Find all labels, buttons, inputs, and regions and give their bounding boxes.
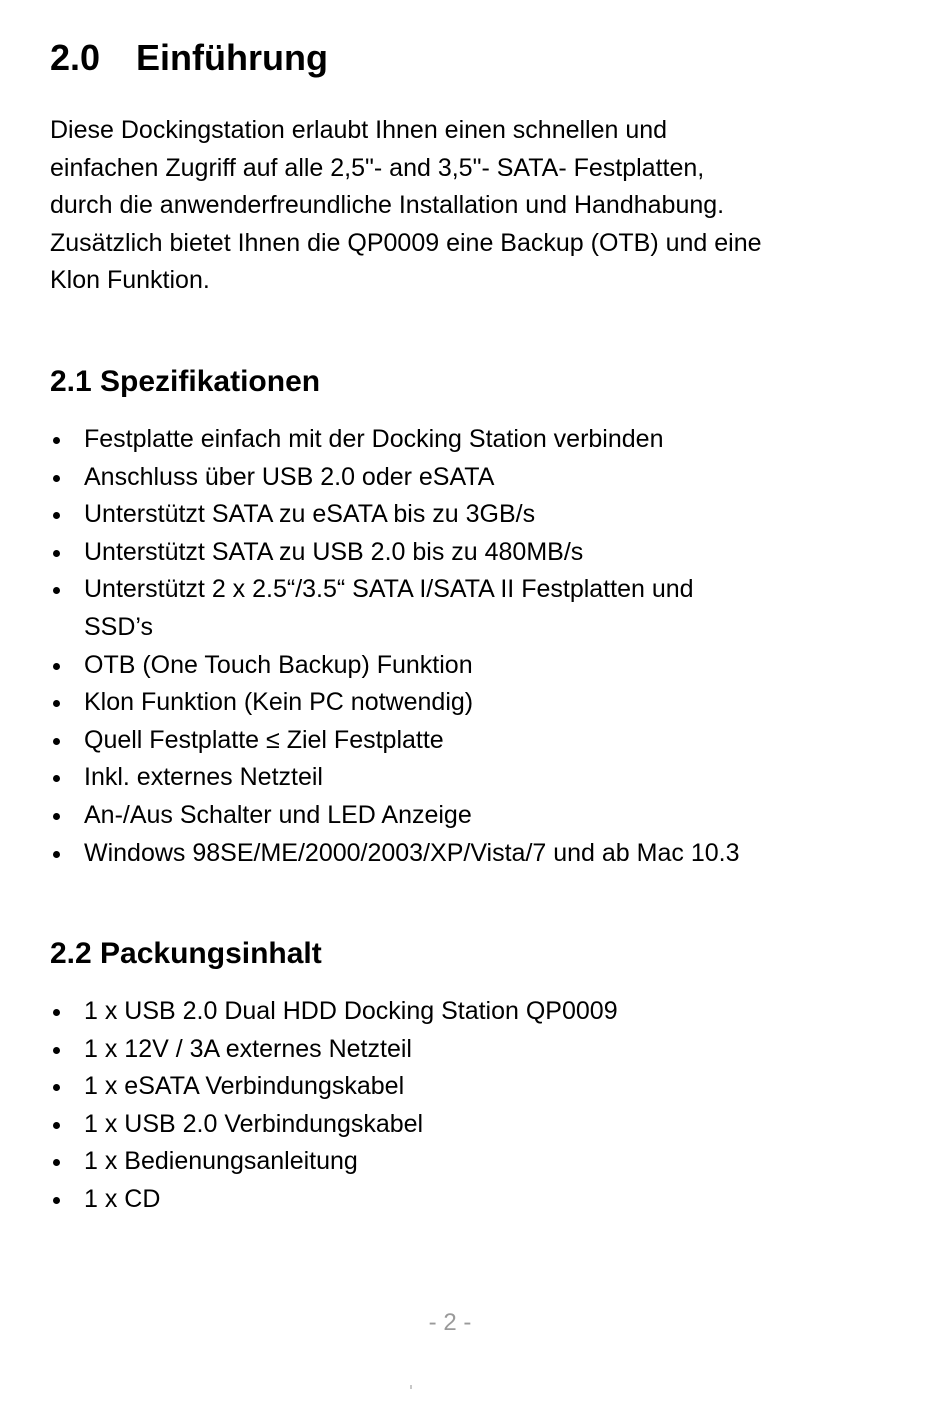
intro-line: einfachen Zugriff auf alle 2,5"- and 3,5"- SATA- Festplatten, bbox=[50, 153, 705, 182]
list-item: 1 x Bedienungsanleitung bbox=[50, 1143, 910, 1181]
section-title-einfuehrung bbox=[50, 36, 328, 80]
scan-speck bbox=[410, 1385, 412, 1389]
subsection-title-packungsinhalt: 2.2 Packungsinhalt bbox=[50, 937, 322, 970]
bullet-dot-icon bbox=[53, 813, 60, 820]
bullet-dot-icon bbox=[53, 775, 60, 782]
list-item: Unterstützt SATA zu eSATA bis zu 3GB/s bbox=[50, 496, 910, 534]
list-item: Unterstützt SATA zu USB 2.0 bis zu 480MB/s bbox=[50, 534, 910, 572]
intro-line: Klon Funktion. bbox=[50, 266, 210, 295]
page-number: - 2 - bbox=[428, 1309, 472, 1336]
bullet-dot-icon bbox=[53, 1084, 60, 1091]
bullet-dot-icon bbox=[53, 663, 60, 670]
section-title-text: Einführung bbox=[136, 37, 328, 78]
bullet-dot-icon bbox=[53, 1159, 60, 1166]
spec-list bbox=[50, 421, 910, 872]
bullet-dot-icon bbox=[53, 700, 60, 707]
intro-paragraph bbox=[50, 112, 910, 300]
bullet-dot-icon bbox=[53, 475, 60, 482]
list-item: Klon Funktion (Kein PC notwendig) bbox=[50, 684, 910, 722]
bullet-dot-icon bbox=[53, 512, 60, 519]
list-item: 1 x 12V / 3A externes Netzteil bbox=[50, 1031, 910, 1069]
bullet-dot-icon bbox=[53, 1009, 60, 1016]
list-item: Festplatte einfach mit der Docking Station verbinden bbox=[50, 421, 910, 459]
list-item: Inkl. externes Netzteil bbox=[50, 759, 910, 797]
list-item: 1 x eSATA Verbindungskabel bbox=[50, 1068, 910, 1106]
bullet-dot-icon bbox=[53, 1197, 60, 1204]
list-item: An-/Aus Schalter und LED Anzeige bbox=[50, 797, 910, 835]
list-item: 1 x USB 2.0 Dual HDD Docking Station QP0009 bbox=[50, 993, 910, 1031]
bullet-dot-icon bbox=[53, 738, 60, 745]
package-list bbox=[50, 993, 910, 1219]
bullet-dot-icon bbox=[53, 587, 60, 594]
intro-line: Diese Dockingstation erlaubt Ihnen einen schnellen und bbox=[50, 116, 668, 144]
bullet-dot-icon bbox=[53, 1047, 60, 1054]
bullet-dot-icon bbox=[53, 550, 60, 557]
list-item: Quell Festplatte ≤ Ziel Festplatte bbox=[50, 722, 910, 760]
section-number: 2.0 bbox=[50, 37, 101, 78]
intro-line: Zusätzlich bietet Ihnen die QP0009 eine Backup (OTB) und eine bbox=[50, 228, 762, 257]
list-item: 1 x CD bbox=[50, 1181, 910, 1219]
list-item: Windows 98SE/ME/2000/2003/XP/Vista/7 und ab Mac 10.3 bbox=[50, 835, 910, 873]
list-item: OTB (One Touch Backup) Funktion bbox=[50, 647, 910, 685]
bullet-dot-icon bbox=[53, 851, 60, 858]
bullet-dot-icon bbox=[53, 437, 60, 444]
list-item: 1 x USB 2.0 Verbindungskabel bbox=[50, 1106, 910, 1144]
intro-line: durch die anwenderfreundliche Installation und Handhabung. bbox=[50, 191, 725, 220]
list-item: Anschluss über USB 2.0 oder eSATA bbox=[50, 459, 910, 497]
bullet-dot-icon bbox=[53, 1122, 60, 1129]
subsection-title-spezifikationen: 2.1 Spezifikationen bbox=[50, 365, 321, 398]
list-item: Unterstützt 2 x 2.5“/3.5“ SATA I/SATA II Festplatten und SSD’s bbox=[50, 571, 910, 646]
